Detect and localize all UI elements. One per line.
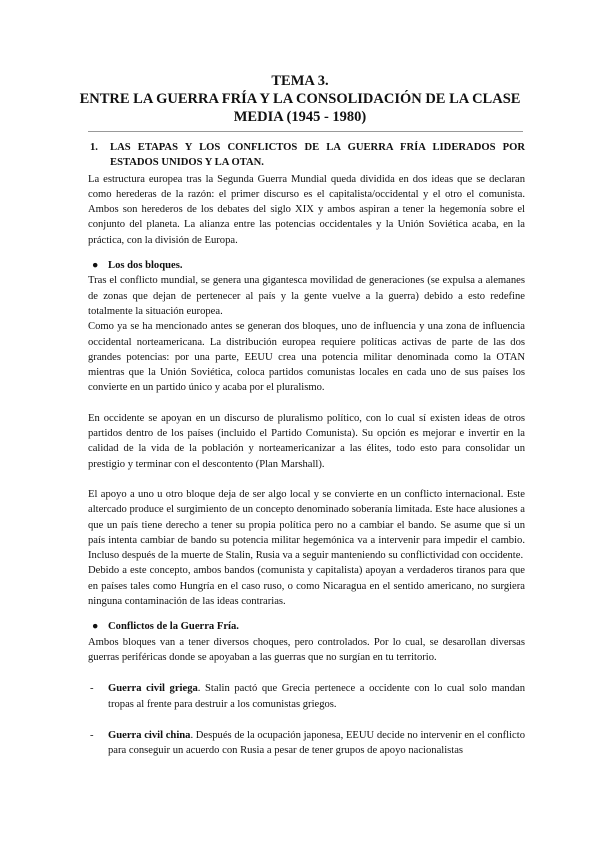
- title-line-3: MEDIA (1945 - 1980): [233, 109, 367, 125]
- document-body: [88, 140, 525, 758]
- horizontal-divider: [88, 131, 523, 132]
- paragraph: Debido a este concepto, ambos bandos (comunista y capitalista) apoyan a verdaderos tiranos para que en países tales como Hungría en el caso ruso, o como Nicaragua en el sentido americano, no surgiera ninguna contaminación de las ideas contrarias.: [88, 565, 525, 608]
- paragraph: Tras el conflicto mundial, se genera una gigantesca movilidad de generaciones (se expulsa a alemanes de zonas que dejan de pertenecer al país y la gente vuelve a la guerra) debido a esto redefine totalmente la situación europea.: [88, 275, 525, 317]
- list-item-title: Guerra civil griega: [108, 683, 198, 695]
- subsection-title: Conflictos de la Guerra Fría.: [108, 621, 239, 633]
- paragraph: Ambos bloques van a tener diversos choques, pero controlados. Por lo cual, se desarollan diversas guerras periféricas donde se apoyaban a las guerras que no surgían en tu territorio.: [88, 636, 525, 663]
- list-item-text: . Stalin pactó que Grecia pertenece a occidente con lo cual solo mandan tropas al frente para destruir a los comunistas griegos.: [108, 683, 525, 710]
- title-line-2: ENTRE LA GUERRA FRÍA Y LA CONSOLIDACIÓN DE LA CLASE: [79, 91, 521, 107]
- subsection-heading-bloques: [88, 258, 525, 273]
- paragraph: El apoyo a uno u otro bloque deja de ser algo local y se convierte en un conflicto internacional. Este altercado produce el surgimiento de un concepto denominado soberanía limitada. Este hace alusiones a que un país tiene derecho a tener su propia política pero no a cambiar el bando. Se asume que si un país intenta cambiar de bando su potencia militar hegemónica va a intervenir para impedir el cambio. Incluso después de la muerte de Stalin, Rusia va a seguir manteniendo su conflictividad con occidente.: [88, 488, 525, 562]
- section-title: LAS ETAPAS Y LOS CONFLICTOS DE LA GUERRA FRÍA LIDERADOS POR ESTADOS UNIDOS Y LA OTAN.: [110, 142, 525, 169]
- section-intro-paragraph: La estructura europea tras la Segunda Guerra Mundial queda dividida en dos ideas que se declaran como herederas de la razón: el primer discurso es el capitalista/occidental y el otro el comunista. Ambos son herederos de los debates del siglo XIX y ambos aspiran a tener la hegemonía sobre el conjunto del planeta. La alianza entre las potencias occidentales y la Unión Soviética acaba, en la práctica, con la división de Europa.: [88, 173, 525, 246]
- subsection-heading-conflictos: [88, 619, 525, 634]
- list-item: [88, 681, 525, 712]
- document-title: [60, 72, 540, 126]
- dash-marker: -: [90, 683, 94, 695]
- bullet-icon: ●: [92, 260, 99, 272]
- list-item-text: . Después de la ocupación japonesa, EEUU decide no intervenir en el conflicto para conseguir un acuerdo con Rusia a pesar de tener grupos de apoyo nacionalistas: [108, 729, 525, 757]
- dash-marker: -: [90, 729, 94, 741]
- paragraph: En occidente se apoyan en un discurso de pluralismo político, con lo cual sí existen ideas de otros partidos dentro de los países (incluido el Partido Comunista). Su opción es mejorar e invertir en la calidad de la vida de la población y norteamericanizar a las élites, todo esto para consolidar un prestigio y terminar con el descontento (Plan Marshall).: [88, 412, 525, 470]
- paragraph: Como ya se ha mencionado antes se generan dos bloques, uno de influencia y una zona de influencia occidental norteamericana. La distribución europea requiere políticas activas de parte de las dos grandes potencias: por una parte, EEUU crea una potencia militar denominada como la OTAN mientras que la Unión Soviética, coloca partidos comunistas locales en cada uno de sus países los convierte en un partido único y acaba por el pluralismo.: [88, 321, 525, 394]
- list-item: [88, 728, 525, 759]
- section-number: 1.: [90, 142, 98, 153]
- title-line-1: TEMA 3.: [271, 73, 329, 89]
- subsection-title: Los dos bloques.: [108, 260, 183, 272]
- bullet-icon: ●: [92, 621, 99, 633]
- section-heading: [88, 140, 525, 171]
- list-item-title: Guerra civil china: [108, 729, 191, 741]
